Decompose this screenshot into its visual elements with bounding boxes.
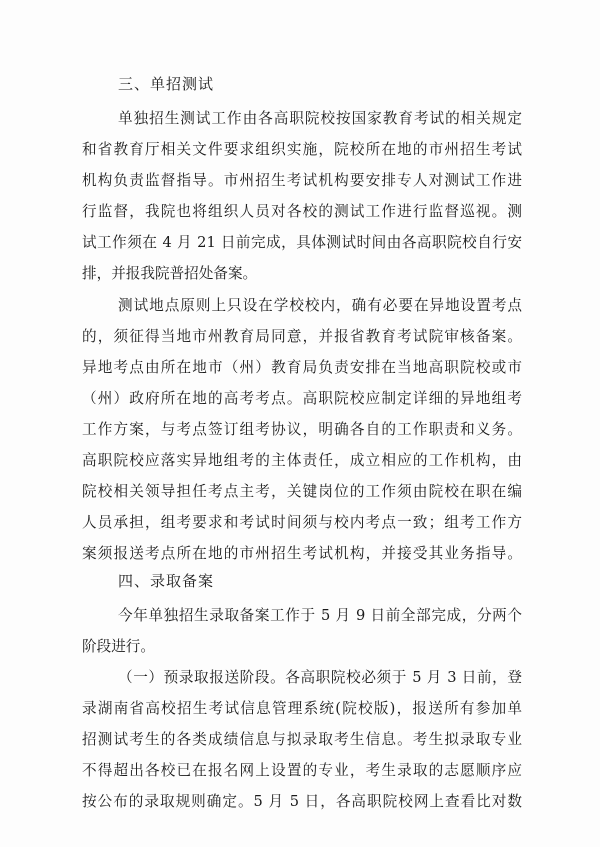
text-line: 案须报送考点所在地的市州招生考试机构，并接受其业务指导。 <box>82 545 522 562</box>
text-line: 院校相关领导担任考点主考，关键岗位的工作须由院校在职在编 <box>82 483 522 500</box>
text-line: 今年单独招生录取备案工作于 5 月 9 日前全部完成，分两个 <box>118 607 522 624</box>
text-line: 的，须征得当地市州教育局同意，并报省教育考试院审核备案。 <box>82 328 522 345</box>
text-line: 阶段进行。 <box>82 638 155 655</box>
text-line: 录湖南省高校招生考试信息管理系统(院校版)，报送所有参加单 <box>82 700 522 717</box>
text-line: （州）政府所在地的高考考点。高职院校应制定详细的异地组考 <box>82 390 522 407</box>
section-3-heading: 三、单招测试 <box>118 75 215 93</box>
text-line: 行监督，我院也将组织人员对各校的测试工作进行监督巡视。测 <box>82 203 522 220</box>
section-4-heading: 四、录取备案 <box>118 572 215 590</box>
text-line: 排，并报我院普招处备案。 <box>82 265 258 282</box>
text-line: （一）预录取报送阶段。各高职院校必须于 5 月 3 日前，登 <box>118 669 522 686</box>
text-line: 按公布的录取规则确定。5 月 5 日，各高职院校网上查看比对数 <box>82 793 522 810</box>
text-line: 工作方案，与考点签订组考协议，明确各自的工作职责和义务。 <box>82 421 522 438</box>
text-line: 招测试考生的各类成绩信息与拟录取考生信息。考生拟录取专业 <box>82 731 522 748</box>
text-line: 和省教育厅相关文件要求组织实施，院校所在地的市州招生考试 <box>82 141 522 158</box>
section-4-paragraph-2 <box>82 662 522 817</box>
text-line: 测试地点原则上只设在学校校内，确有必要在异地设置考点 <box>118 297 522 314</box>
section-4-paragraph-1 <box>82 600 522 662</box>
text-line: 不得超出各校已在报名网上设置的专业，考生录取的志愿顺序应 <box>82 762 522 779</box>
text-line: 异地考点由所在地市（州）教育局负责安排在当地高职院校或市 <box>82 359 522 376</box>
text-line: 试工作须在 4 月 21 日前完成，具体测试时间由各高职院校自行安 <box>82 234 522 251</box>
section-3-paragraph-1 <box>82 103 522 289</box>
text-line: 机构负责监督指导。市州招生考试机构要安排专人对测试工作进 <box>82 172 522 189</box>
text-line: 人员承担，组考要求和考试时间须与校内考点一致；组考工作方 <box>82 514 522 531</box>
text-line: 单独招生测试工作由各高职院校按国家教育考试的相关规定 <box>118 110 522 127</box>
section-3-paragraph-2 <box>82 290 522 569</box>
text-line: 高职院校应落实异地组考的主体责任，成立相应的工作机构，由 <box>82 452 522 469</box>
